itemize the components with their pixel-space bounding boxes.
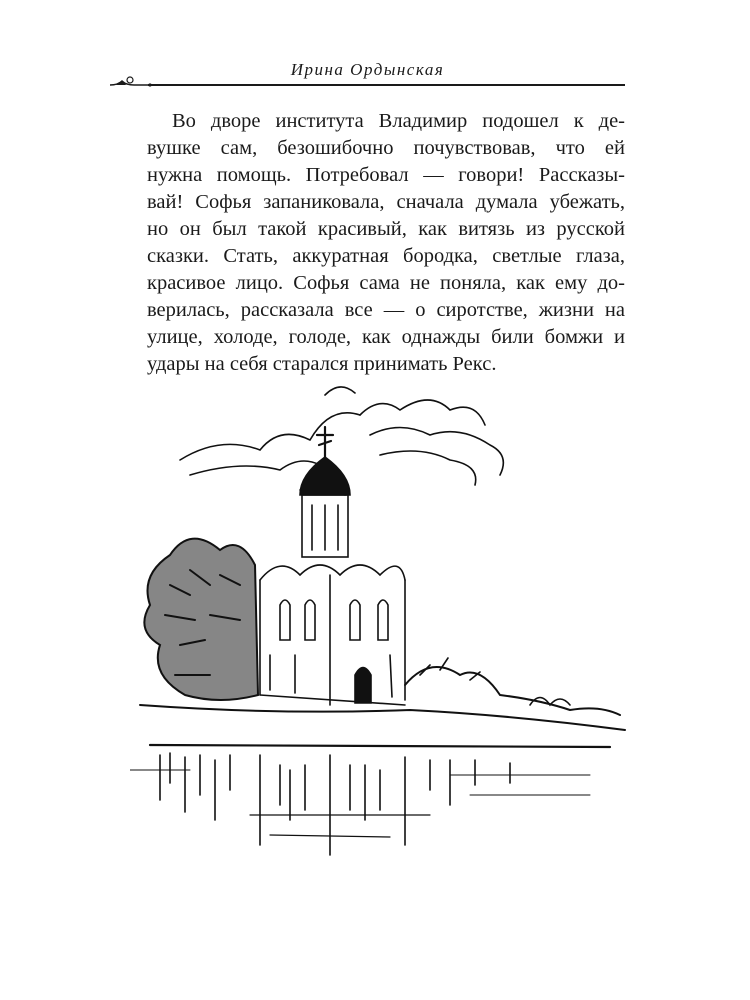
bush-strokes bbox=[420, 658, 570, 705]
cross bbox=[317, 427, 333, 457]
drum bbox=[302, 495, 348, 557]
text-line: удары на себя старался принимать Рекс. bbox=[147, 353, 497, 375]
text-line: но он был такой красивый, как витязь из русской bbox=[147, 218, 625, 240]
text-line: вушке сам, безошибочно почувствовав, что ей bbox=[147, 137, 625, 159]
trees bbox=[144, 539, 258, 700]
church-illustration bbox=[130, 375, 630, 885]
text-line: красивое лицо. Софья сама не поняла, как ему до- bbox=[147, 272, 625, 294]
body-paragraph bbox=[147, 108, 625, 378]
running-title: Ирина Ордынская bbox=[290, 60, 445, 79]
church-body bbox=[260, 565, 405, 705]
header-rule bbox=[148, 84, 625, 86]
bushes bbox=[405, 667, 620, 715]
water-line bbox=[150, 745, 610, 747]
text-line: верилась, рассказала все — о сиротстве, жизни на bbox=[147, 299, 625, 321]
text-line: нужна помощь. Потребовал — говори! Рассказы- bbox=[147, 164, 625, 186]
shoreline bbox=[140, 705, 625, 730]
text-line: сказки. Стать, аккуратная бородка, светлые глаза, bbox=[147, 245, 625, 267]
reflection bbox=[130, 753, 590, 855]
text-line: вай! Софья запаниковала, сначала думала убежать, bbox=[147, 191, 625, 213]
onion-dome bbox=[300, 457, 350, 495]
text-line: улице, холоде, голоде, как однажды били бомжи и bbox=[147, 326, 625, 348]
text-line: Во дворе института Владимир подошел к де- bbox=[172, 110, 625, 132]
